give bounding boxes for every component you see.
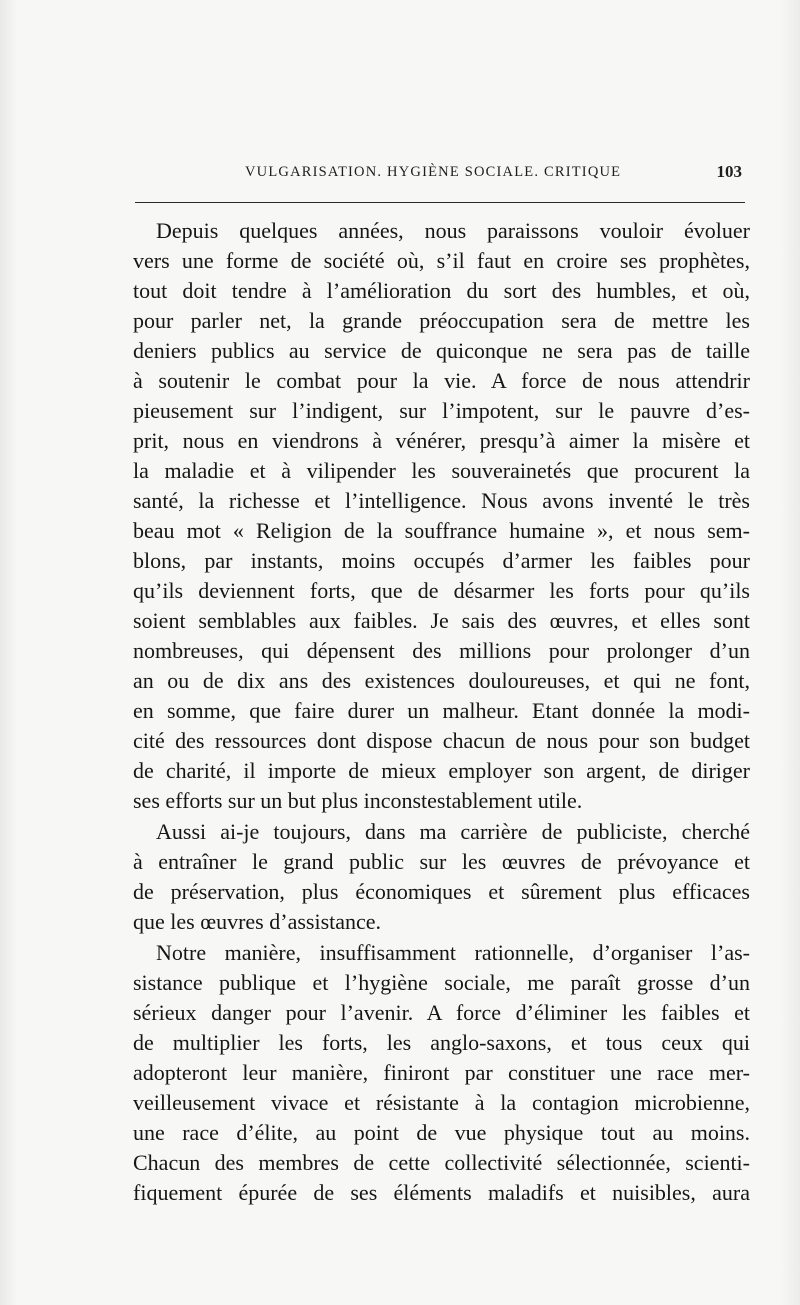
text-line: Depuis quelques années, nous paraissons vouloir évoluer: [156, 218, 750, 243]
text-line: pour parler net, la grande préoccupation sera de mettre les: [133, 308, 750, 333]
text-line: tout doit tendre à l’amélioration du sort des humbles, et où,: [133, 278, 750, 303]
text-line: soient semblables aux faibles. Je sais des œuvres, et elles sont: [133, 608, 750, 633]
text-line: à entraîner le grand public sur les œuvres de prévoyance et: [133, 849, 750, 874]
text-line: veilleusement vivace et résistante à la contagion microbienne,: [133, 1090, 750, 1115]
text-line: Notre manière, insuffisamment rationnelle, d’organiser l’as-: [156, 940, 750, 965]
text-line: vers une forme de société où, s’il faut en croire ses prophètes,: [133, 248, 750, 273]
text-line: blons, par instants, moins occupés d’armer les faibles pour: [133, 548, 750, 573]
header-rule: [135, 202, 745, 203]
text-line: en somme, que faire durer un malheur. Etant donnée la modi-: [133, 698, 750, 723]
text-line: santé, la richesse et l’intelligence. Nous avons inventé le très: [133, 488, 750, 513]
text-line: deniers publics au service de quiconque ne sera pas de taille: [133, 338, 750, 363]
text-line: beau mot « Religion de la souffrance humaine », et nous sem-: [133, 518, 750, 543]
body-text: [133, 216, 750, 1208]
text-line: nombreuses, qui dépensent des millions pour prolonger d’un: [133, 638, 750, 663]
text-line: fiquement épurée de ses éléments maladifs et nuisibles, aura: [133, 1180, 750, 1205]
page-number: 103: [716, 162, 742, 181]
text-line: Chacun des membres de cette collectivité sélectionnée, scienti-: [133, 1150, 750, 1175]
text-line: Aussi ai-je toujours, dans ma carrière de publiciste, cherché: [156, 819, 750, 844]
text-line: pieusement sur l’indigent, sur l’impotent, sur le pauvre d’es-: [133, 398, 750, 423]
text-line: prit, nous en viendrons à vénérer, presqu’à aimer la misère et: [133, 428, 750, 453]
text-line: an ou de dix ans des existences douloureuses, et qui ne font,: [133, 668, 750, 693]
text-line: sérieux danger pour l’avenir. A force d’éliminer les faibles et: [133, 1000, 750, 1025]
text-line: sistance publique et l’hygiène sociale, me paraît grosse d’un: [133, 970, 750, 995]
text-line: cité des ressources dont dispose chacun de nous pour son budget: [133, 728, 750, 753]
text-line: ses efforts sur un but plus inconstestablement utile.: [133, 788, 583, 813]
text-line: de charité, il importe de mieux employer son argent, de diriger: [133, 758, 750, 783]
text-line: que les œuvres d’assistance.: [133, 909, 382, 934]
text-line: adopteront leur manière, finiront par constituer une race mer-: [133, 1060, 750, 1085]
paragraph: [133, 817, 750, 937]
paragraph: [133, 938, 750, 1208]
page-header: [134, 162, 748, 184]
running-title: VULGARISATION. HYGIÈNE SOCIALE. CRITIQUE: [245, 164, 622, 180]
text-line: une race d’élite, au point de vue physique tout au moins.: [133, 1120, 750, 1145]
text-line: la maladie et à vilipender les souverainetés que procurent la: [133, 458, 750, 483]
paragraph: [133, 216, 750, 816]
text-line: à soutenir le combat pour la vie. A force de nous attendrir: [133, 368, 750, 393]
text-line: de préservation, plus économiques et sûrement plus efficaces: [133, 879, 750, 904]
text-line: de multiplier les forts, les anglo-saxons, et tous ceux qui: [133, 1030, 750, 1055]
text-line: qu’ils deviennent forts, que de désarmer les forts pour qu’ils: [133, 578, 750, 603]
